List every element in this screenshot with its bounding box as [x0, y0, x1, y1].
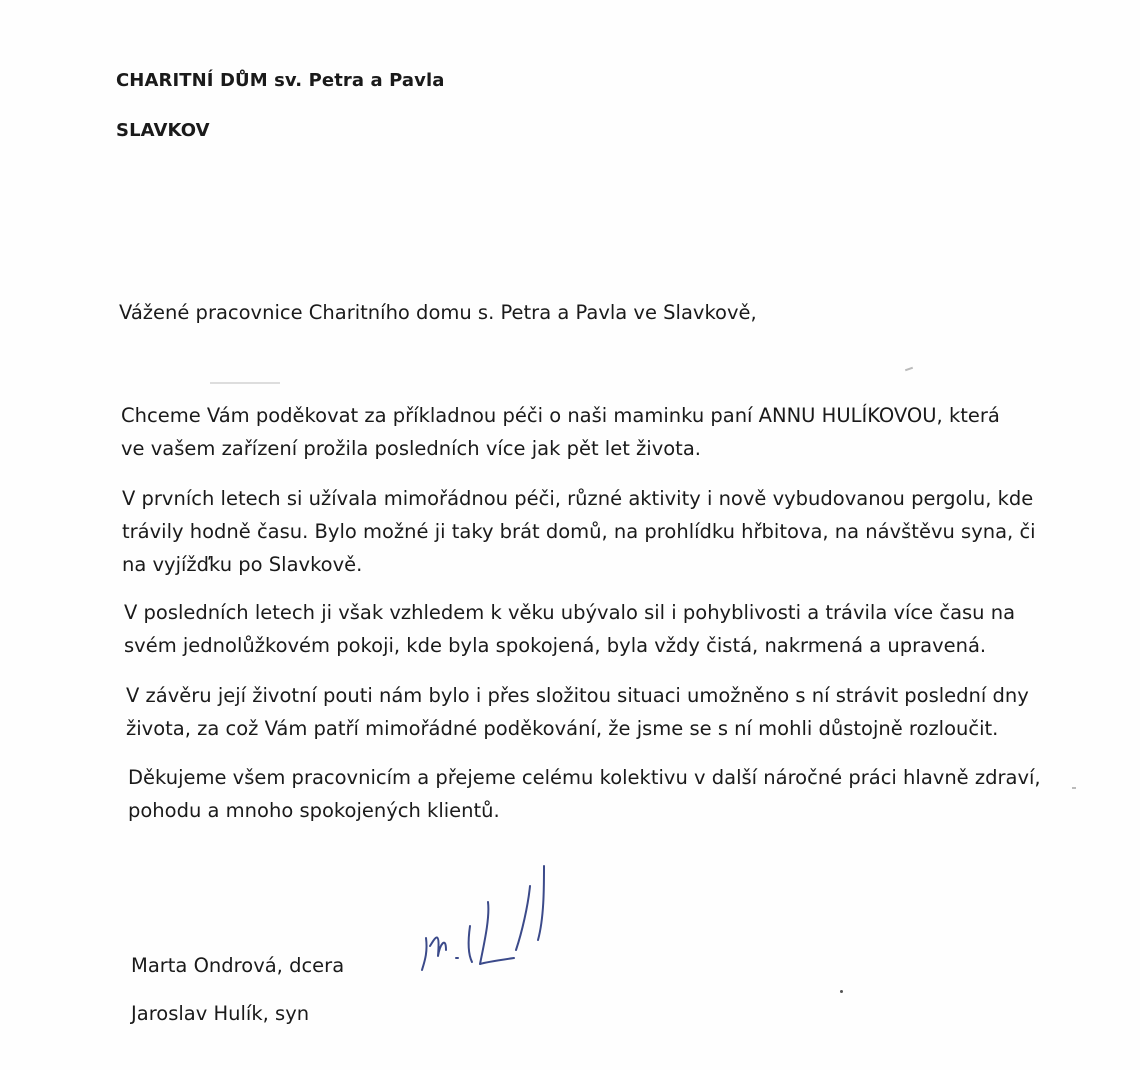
handwritten-signature [410, 858, 550, 978]
salutation: Vážené pracovnice Charitního domu s. Petra a Pavla ve Slavkově, [119, 301, 757, 324]
paper-speck [905, 367, 913, 372]
paper-smudge [210, 382, 280, 384]
paragraph-5 [128, 761, 1041, 827]
paragraph-line: svém jednolůžkovém pokoji, kde byla spokojená, byla vždy čistá, nakrmená a upravená. [124, 634, 987, 657]
signatory-daughter: Marta Ondrová, dcera [131, 954, 345, 977]
paragraph-line: V posledních letech ji však vzhledem k věku ubývalo sil i pohyblivosti a trávila více času na [124, 601, 1016, 624]
recipient-name: CHARITNÍ DŮM sv. Petra a Pavla [116, 70, 445, 91]
paper-speck [840, 990, 843, 993]
paragraph-line: V prvních letech si užívala mimořádnou péči, různé aktivity i nově vybudovanou pergolu, kde [122, 487, 1034, 510]
recipient-city: SLAVKOV [116, 120, 210, 141]
paragraph-1 [121, 399, 1000, 465]
paragraph-line: ve vašem zařízení prožila posledních více jak pět let života. [121, 437, 701, 460]
paragraph-line: V závěru její životní pouti nám bylo i přes složitou situaci umožněno s ní strávit poslední dny [126, 684, 1029, 707]
paragraph-line: Chceme Vám poděkovat za příkladnou péči o naši maminku paní ANNU HULÍKOVOU, která [121, 404, 1000, 427]
paragraph-line: na vyjížďku po Slavkově. [122, 553, 363, 576]
paragraph-line: života, za což Vám patří mimořádné poděkování, že jsme se s ní mohli důstojně rozloučit. [126, 717, 999, 740]
signatory-son: Jaroslav Hulík, syn [131, 1002, 310, 1025]
paragraph-line: Děkujeme všem pracovnicím a přejeme celému kolektivu v další náročné práci hlavně zdraví, [128, 766, 1041, 789]
paragraph-3 [124, 596, 1015, 662]
paragraph-2 [122, 482, 1036, 581]
paper-speck [1072, 787, 1076, 789]
paragraph-4 [126, 679, 1029, 745]
paragraph-line: trávily hodně času. Bylo možné ji taky brát domů, na prohlídku hřbitova, na návštěvu syna, či [122, 520, 1036, 543]
paragraph-line: pohodu a mnoho spokojených klientů. [128, 799, 500, 822]
